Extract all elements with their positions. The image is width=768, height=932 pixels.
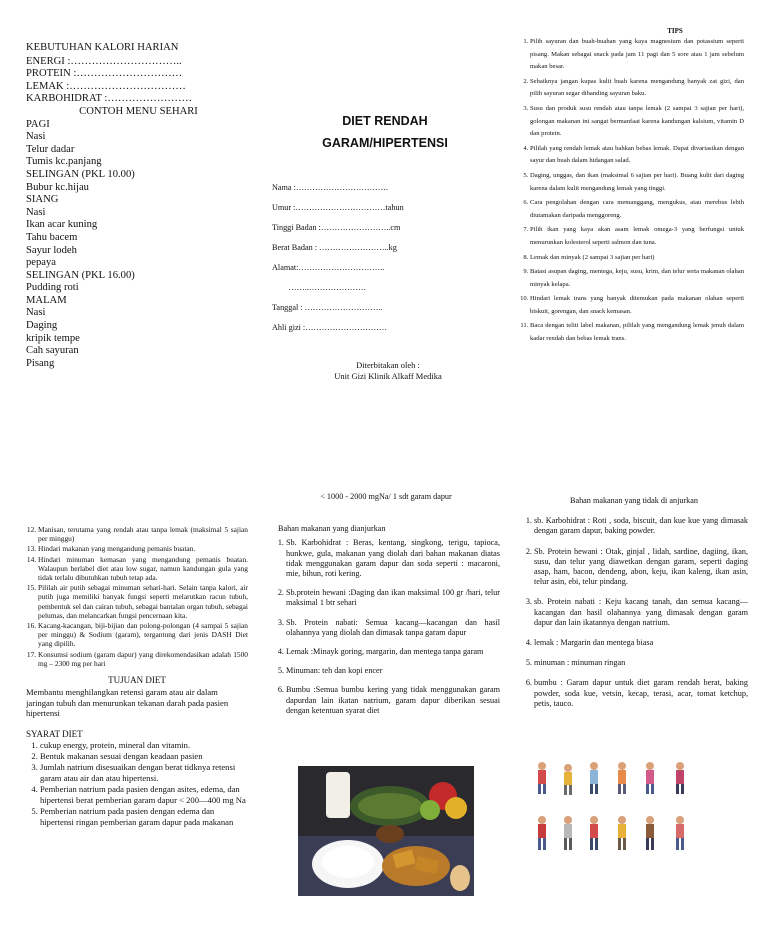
- exerciser-figure: [676, 762, 684, 794]
- exerciser-figure: [590, 816, 598, 850]
- menu-line: Telur dadar: [26, 143, 75, 155]
- menu-line: Pisang: [26, 357, 55, 369]
- goal-requirements-panel: [26, 525, 248, 828]
- list-item: 11. Baca dengan teliti label makanan, pililah yang mengandung lemak jenuh dalam kadar rendah dan bebas lemak trans.: [530, 320, 744, 345]
- list-item: 4. Pemberian natrium pada pasien dengan asites, edema, dan hipertensi berat pemberian garam dapur < 200—400 mg Na: [40, 784, 248, 805]
- calorie-field-protein: PROTEIN :…………………………: [26, 68, 183, 80]
- exerciser-figure: [564, 816, 572, 850]
- list-item: 2. Bentuk makanan sesuai dengan keadaan pasien: [40, 751, 248, 761]
- list-item: 13. Hindari makanan yang mengandung pemanis buatan.: [38, 544, 248, 553]
- menu-line: Nasi: [26, 206, 46, 218]
- list-item: 2. Sebaiknya jangan kupas kulit buah karena mengandung banyak zat gizi, dan pilih sayuran segar dibanding sayuran baku.: [530, 76, 744, 101]
- recommended-foods-panel: [272, 492, 500, 725]
- menu-line: Tumis kc.panjang: [26, 156, 102, 168]
- menu-line: MALAM: [26, 294, 67, 306]
- exercise-illustration: [530, 760, 700, 860]
- form-umur: Umur :……………………………tahun: [272, 203, 404, 212]
- menu-line: Tahu bacem: [26, 231, 78, 243]
- list-item: 8. Lemak dan minyak (2 sampai 3 sajian per hari): [530, 252, 744, 265]
- tips-list: [516, 36, 744, 346]
- exerciser-figure: [618, 816, 626, 850]
- menu-line: kripik tempe: [26, 332, 80, 344]
- menu-line: Ikan acar kuning: [26, 219, 98, 231]
- list-item: 2. Sb. Protein hewani : Otak, ginjal , lidah, sardine, dagiing, ikan, susu, dan telur yang diawetkan dengan garam, seperti daging asap, ham, bacon, dendeng, abon, keju, ikan kaleng, ikan asin, telur asin, ebi, telur pindang.: [534, 547, 748, 588]
- list-item: 3. Jumlah natrium disesuaikan dengan berat tidknya retensi garam atau air dan atau hipertensi.: [40, 762, 248, 783]
- goal-title: TUJUAN DIET: [108, 675, 166, 686]
- list-item: 12. Manisan, terutama yang rendah atau tanpa lemak (maksimal 5 sajian per minggu): [38, 525, 248, 543]
- menu-line: PAGI: [26, 118, 50, 130]
- list-item: 5. Pemberian natrium pada pasien dengan edema dan hipertensi ringan pemberian garam dapur pada makanan: [40, 806, 248, 827]
- list-item: 4. Pililah yang rendah lemak atau bahkan bebas lemak. Dapat divariasikan dengan sayur dan buah dalam hidangan salad.: [530, 143, 744, 168]
- tips-title: TIPS: [667, 27, 683, 35]
- exerciser-figure: [618, 762, 626, 794]
- list-item: 14. Hindari minuman kemasan yang mengandung pemanis buatan. Walaupun berlabel diet atau low sugar, namun kandungan gula yang tidak terlalu dibutuhkan tubuh tetap ada.: [38, 555, 248, 583]
- exerciser-figure: [590, 762, 598, 794]
- exerciser-figure: [646, 762, 654, 794]
- requirements-list: [26, 740, 248, 827]
- patient-form: [272, 178, 504, 338]
- list-item: 1. sb. Karbohidrat : Roti , soda, biscuit, dan kue kue yang dimasak dengan garam dapur, baking powder.: [534, 516, 748, 536]
- menu-line: SIANG: [26, 194, 59, 206]
- form-alamat: Alamat:…………………………..: [272, 263, 385, 272]
- list-item: 6. bumbu : Garam dapur untuk diet garam rendah berat, baking powder, soda kue, vetsin, kecap, terasi, acar, tomat ketchup, petis, tauco.: [534, 678, 748, 709]
- publisher-label: Diterbitakan oleh :: [356, 360, 420, 370]
- daily-calorie-panel: [26, 42, 251, 370]
- list-item: 4. Lemak :Minayk goring, margarin, dan mentega tanpa garam: [286, 647, 500, 657]
- menu-line: Nasi: [26, 307, 46, 319]
- sodium-ratio: < 1000 - 2000 mgNa/ 1 sdt garam dapur: [320, 492, 452, 501]
- list-item: 6. Cara pengolahan dengan cara memanggang, mengukus, atau merebus lebih diutamakan daripada menggoreng.: [530, 197, 744, 222]
- form-tanggal: Tanggal : ………………………..: [272, 303, 383, 312]
- not-recommended-panel: [520, 496, 748, 719]
- list-item: 3. Susu dan produk susu rendah atau tanpa lemak (2 sampai 3 sajian per hari), golongan makanan ini sangat bermanfaat karena kandungan kalsium, vitamin D dan protein.: [530, 103, 744, 141]
- form-tinggi-badan: Tinggi Badan :……………………..cm: [272, 223, 401, 232]
- list-item: 5. minuman : minuman ringan: [534, 658, 748, 668]
- exerciser-figure: [564, 764, 572, 795]
- list-item: 5. Minuman: teh dan kopi encer: [286, 666, 500, 676]
- menu-line: SELINGAN (PKL 16.00): [26, 269, 135, 281]
- menu-line: pepaya: [26, 257, 56, 269]
- exerciser-figure: [676, 816, 684, 850]
- list-item: 5. Daging, unggas, dan ikan (maksimal 6 sajian per hari). Buang kulit dari daging karena dalam kulit mengandung lemak yang tinggi.: [530, 170, 744, 195]
- cover-panel: [272, 110, 504, 382]
- form-nama: Nama :…………………………….: [272, 183, 388, 192]
- menu-line: SELINGAN (PKL 10.00): [26, 168, 135, 180]
- list-item: 17. Konsumsi sodium (garam dapur) yang direkomendasikan adalah 1500 mg – 2300 mg per hari: [38, 650, 248, 668]
- calorie-field-energi: ENERGI :…………………………..: [26, 55, 182, 67]
- list-item: 1. Pilih sayuran dan buah-buahan yang kaya magnesium dan potassium seperti pisang. Makan sebagai snack pada jam 11 pagi dan 5 sore atau 1 jam sebelum makan besar.: [530, 36, 744, 74]
- menu-line: Pudding roti: [26, 282, 79, 294]
- recommended-list: [272, 538, 500, 716]
- calorie-field-karbohidrat: KARBOHIDRAT :……………………: [26, 93, 193, 105]
- exerciser-figure: [538, 762, 546, 794]
- list-item: 15. Pililah air putih sebagai minuman sehari-hari. Selain tanpa kalori, air putih juga memiliki banyak fungsi seperti melarutkan racun tubuh, pembentuk sel dan cairan tubuh, sebagai bantalan organ tubuh, sebagai pelumas, dan melancarkan fungsi pencernaan kita.: [38, 583, 248, 620]
- form-berat-badan: Berat Badan : ……………………..kg: [272, 243, 397, 252]
- cover-title-line1: DIET RENDAH: [342, 114, 428, 128]
- menu-line: Sayur lodeh: [26, 244, 77, 256]
- list-item: 10. Hindari lemak trans yang banyak ditemukan pada makanan olahan seperti biskuit, gorengan, dan snack kemasan.: [530, 293, 744, 318]
- exerciser-figure: [646, 816, 654, 850]
- list-item: 3. Sb. Protein nabati: Semua kacang—kacangan dan hasil olahannya yang diolah dan dimasak tanpa garam dapur: [286, 618, 500, 638]
- publisher: [272, 360, 504, 382]
- menu-line: Cah sayuran: [26, 345, 79, 357]
- calorie-field-lemak: LEMAK :……………………………: [26, 80, 186, 92]
- list-item: 6. Bumbu :Semua bumbu kering yang tidak menggunakan garam dapurdan lain ikatan natrium, garam dapur diberikan sesuai dengan ketentuan syarat diet: [286, 685, 500, 716]
- not-recommended-title: Bahan makanan yang tidak di anjurkan: [569, 496, 698, 505]
- list-item: 1. Sb. Karbohidrat : Beras, kentang, singkong, terigu, tapioca, hunkwe, gula, makanan yang diolah dari bahan makanan diatas tidak menggunakan garam dapur dan soda seperti : macaroni, mie, bihun, roti kering.: [286, 538, 500, 579]
- calorie-title: KEBUTUHAN KALORI HARIAN: [26, 42, 179, 53]
- form-ahli-gizi: Ahli gizi :…………………………: [272, 323, 388, 332]
- exerciser-figure: [538, 816, 546, 850]
- recommended-title: Bahan makanan yang dianjurkan: [278, 524, 386, 534]
- menu-title: CONTOH MENU SEHARI: [79, 105, 198, 117]
- list-item: 2. Sb.protein hewani :Daging dan ikan maksimal 100 gr /hari, telur maksimal 1 btr sehari: [286, 588, 500, 608]
- list-item: 9. Batasi asupan daging, mentega, keju, susu, krim, dan telur serta makanan olahan minyak kelapa.: [530, 266, 744, 291]
- goal-text: Membantu menghilangkan retensi garam atau air dalam jaringan tubuh dan menurunkan tekanan darah pada pasien hipertensi: [26, 687, 229, 719]
- cover-title-line2: GARAM/HIPERTENSI: [322, 136, 448, 150]
- list-item: 16. Kacang-kacangan, biji-bijian dan polong-polongan (4 sampai 5 sajian per minggu) & Sodium (garam), tergantung dari jenis DASH Diet yang dipilih.: [38, 621, 248, 649]
- list-item: 4. lemak : Margarin dan mentega biasa: [534, 638, 748, 648]
- requirements-title: SYARAT DIET: [26, 729, 83, 740]
- list-item: 1. cukup energy, protein, mineral dan vitamin.: [40, 740, 248, 750]
- menu-line: Bubur kc.hijau: [26, 181, 89, 193]
- tips-panel: [516, 26, 744, 348]
- tips-list-continued: [26, 525, 248, 668]
- publisher-name: Unit Gizi Klinik Alkaff Medika: [334, 371, 442, 381]
- food-photo: [298, 766, 474, 896]
- form-alamat-cont: ……..…………………: [272, 283, 367, 292]
- menu-line: Nasi: [26, 131, 46, 143]
- not-recommended-list: [520, 516, 748, 709]
- list-item: 7. Pilih ikan yang kaya akan asam lemak omega-3 yang berfungsi untuk menurunkan kolesterol seperti salmon dan tuna.: [530, 224, 744, 249]
- list-item: 3. sb. Protein nabati : Keju kacang tanah, dan semua kacang—kacangan dan hasil olahannya yang dimasak dengan garam dapur dan lain ikatannya dengan natrium.: [534, 597, 748, 628]
- menu-line: Daging: [26, 320, 58, 332]
